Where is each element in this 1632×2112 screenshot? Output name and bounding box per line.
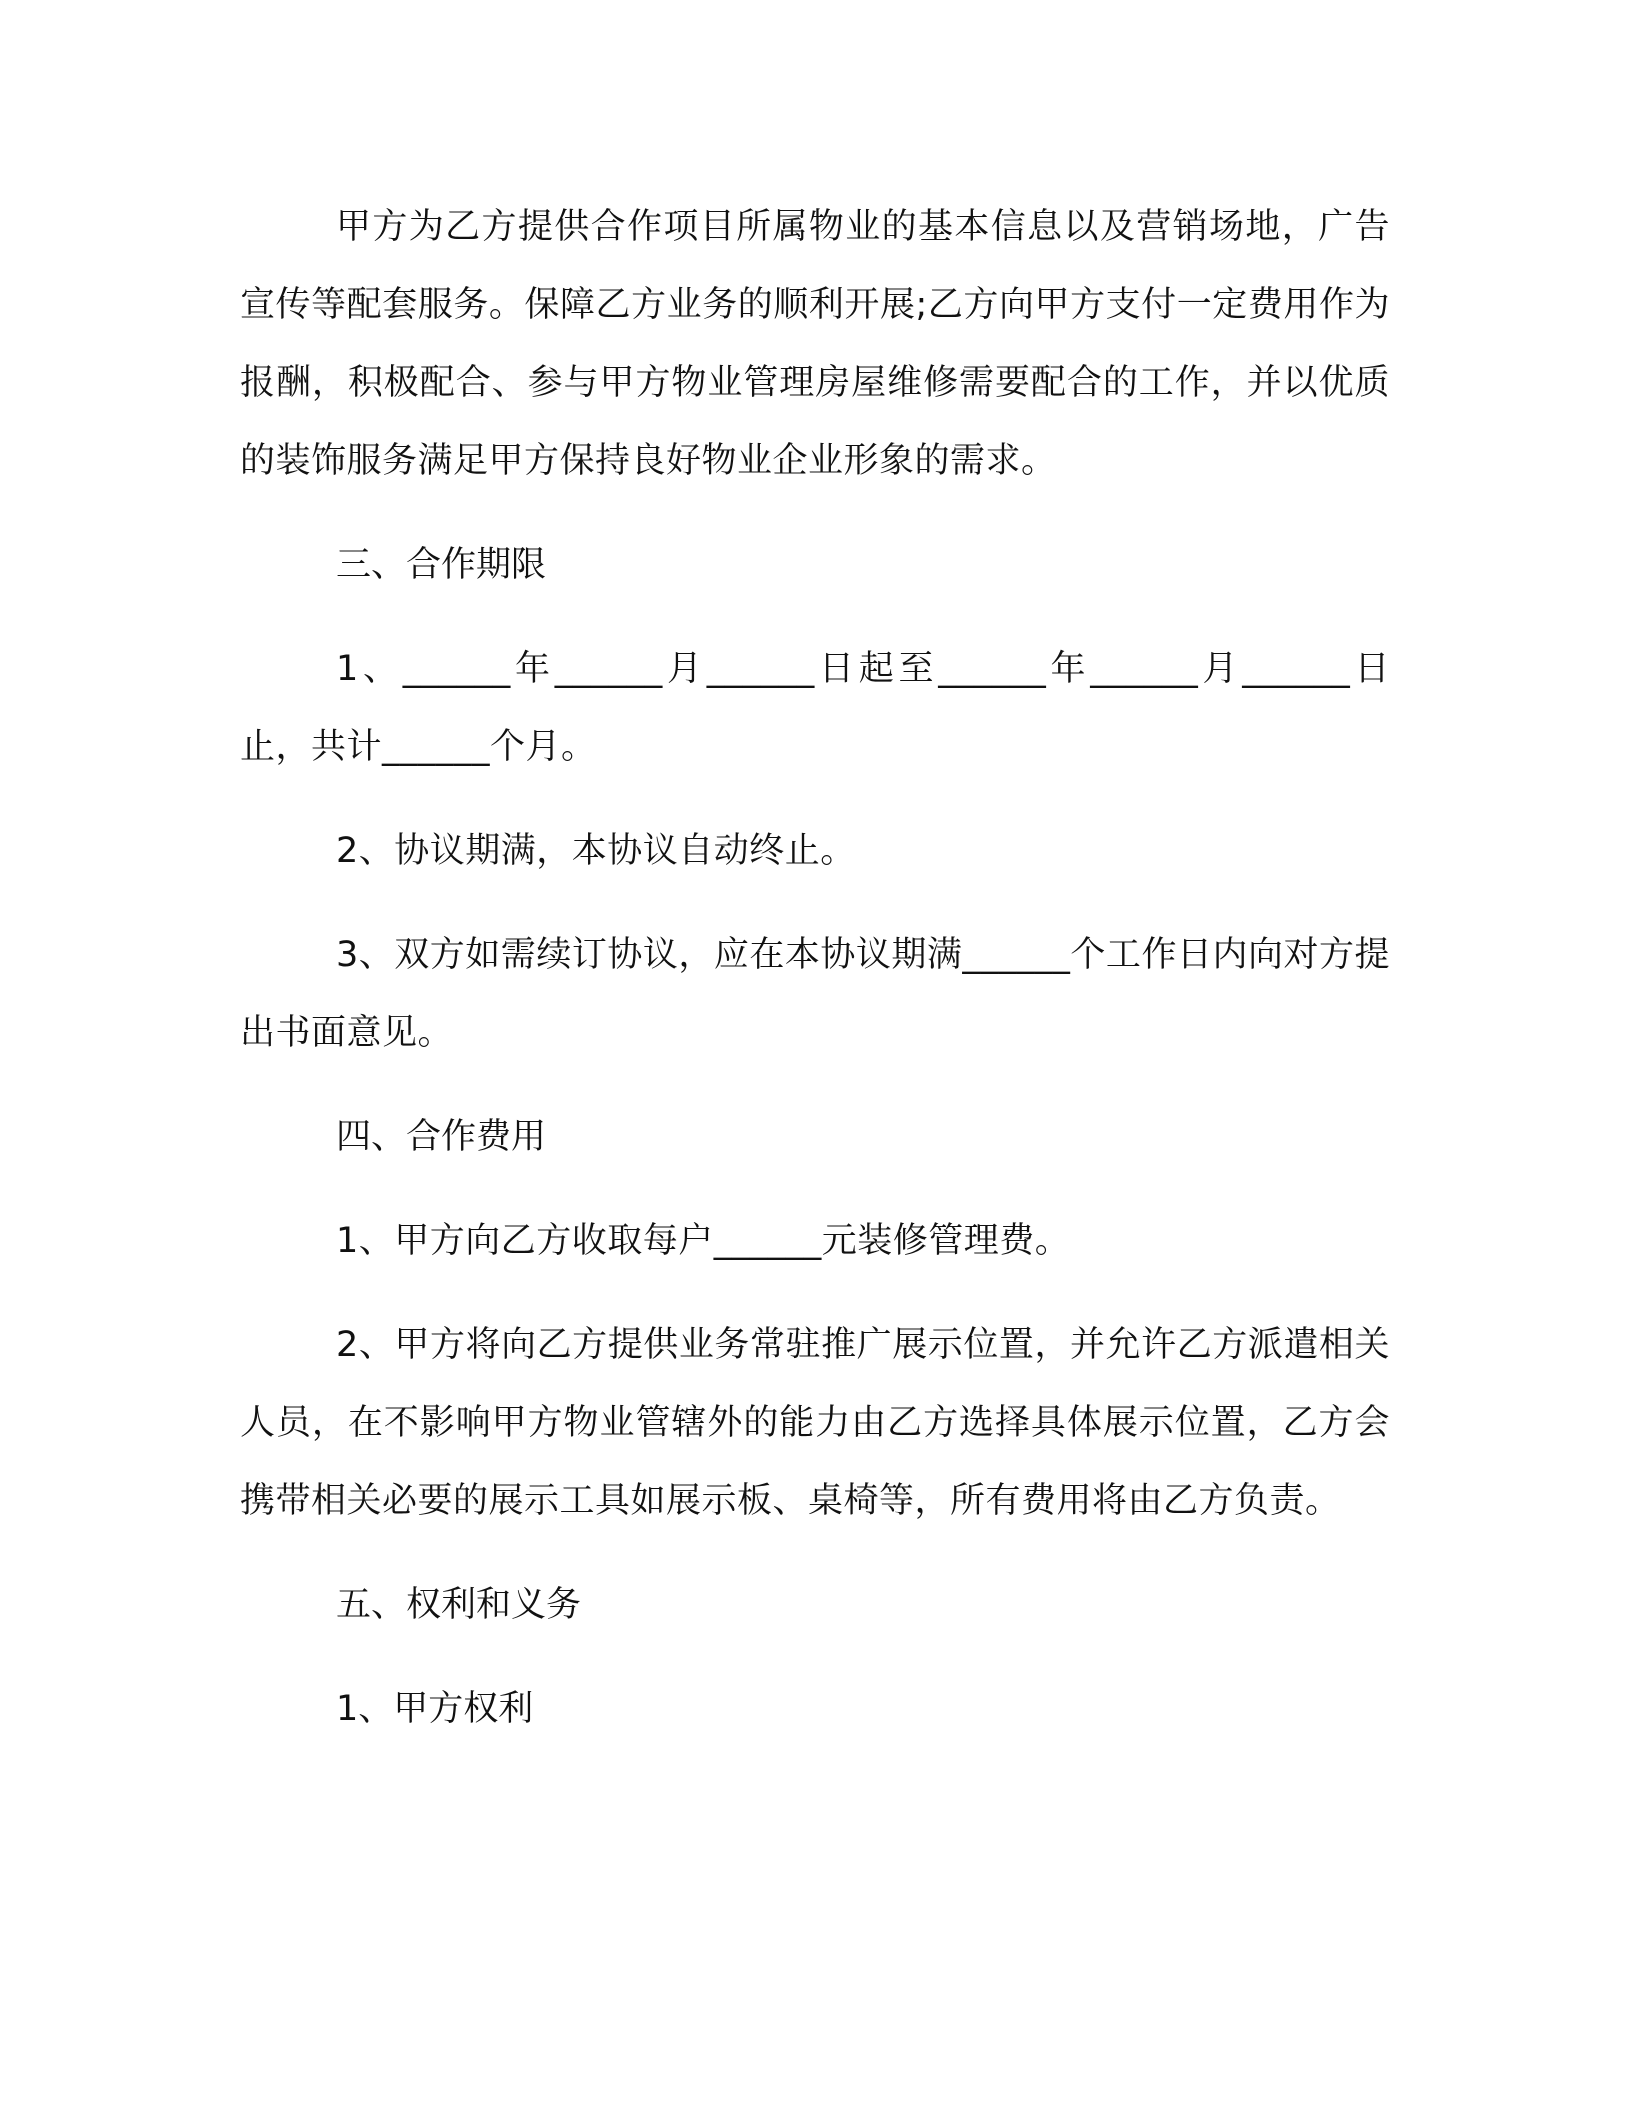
paragraph-term-renewal: 3、双方如需续订协议，应在本协议期满______个工作日内向对方提出书面意见。 xyxy=(240,935,1390,1053)
paragraph-fees-management: 1、甲方向乙方收取每户______元装修管理费。 xyxy=(336,1221,1071,1261)
paragraph-intro: 甲方为乙方提供合作项目所属物业的基本信息以及营销场地，广告宣传等配套服务。保障乙方业务的顺利开展;乙方向甲方支付一定费用作为报酬，积极配合、参与甲方物业管理房屋维修需要配合的工作，并以优质的装饰服务满足甲方保持良好物业企业形象的需求。 xyxy=(240,207,1390,481)
document-page xyxy=(240,188,1390,1774)
section-heading-rights: 五、权利和义务 xyxy=(336,1585,582,1625)
paragraph-term-expiry: 2、协议期满，本协议自动终止。 xyxy=(336,831,856,871)
paragraph-term-dates: 1、______年______月______日起至______年______月______日止，共计______个月。 xyxy=(240,649,1390,767)
section-heading-fees: 四、合作费用 xyxy=(336,1117,547,1157)
paragraph-fees-display: 2、甲方将向乙方提供业务常驻推广展示位置，并允许乙方派遣相关人员，在不影响甲方物业管辖外的能力由乙方选择具体展示位置，乙方会携带相关必要的展示工具如展示板、桌椅等，所有费用将由乙方负责。 xyxy=(240,1325,1390,1521)
section-heading-term: 三、合作期限 xyxy=(336,545,547,585)
subsection-heading-party-a-rights: 1、甲方权利 xyxy=(336,1689,534,1729)
